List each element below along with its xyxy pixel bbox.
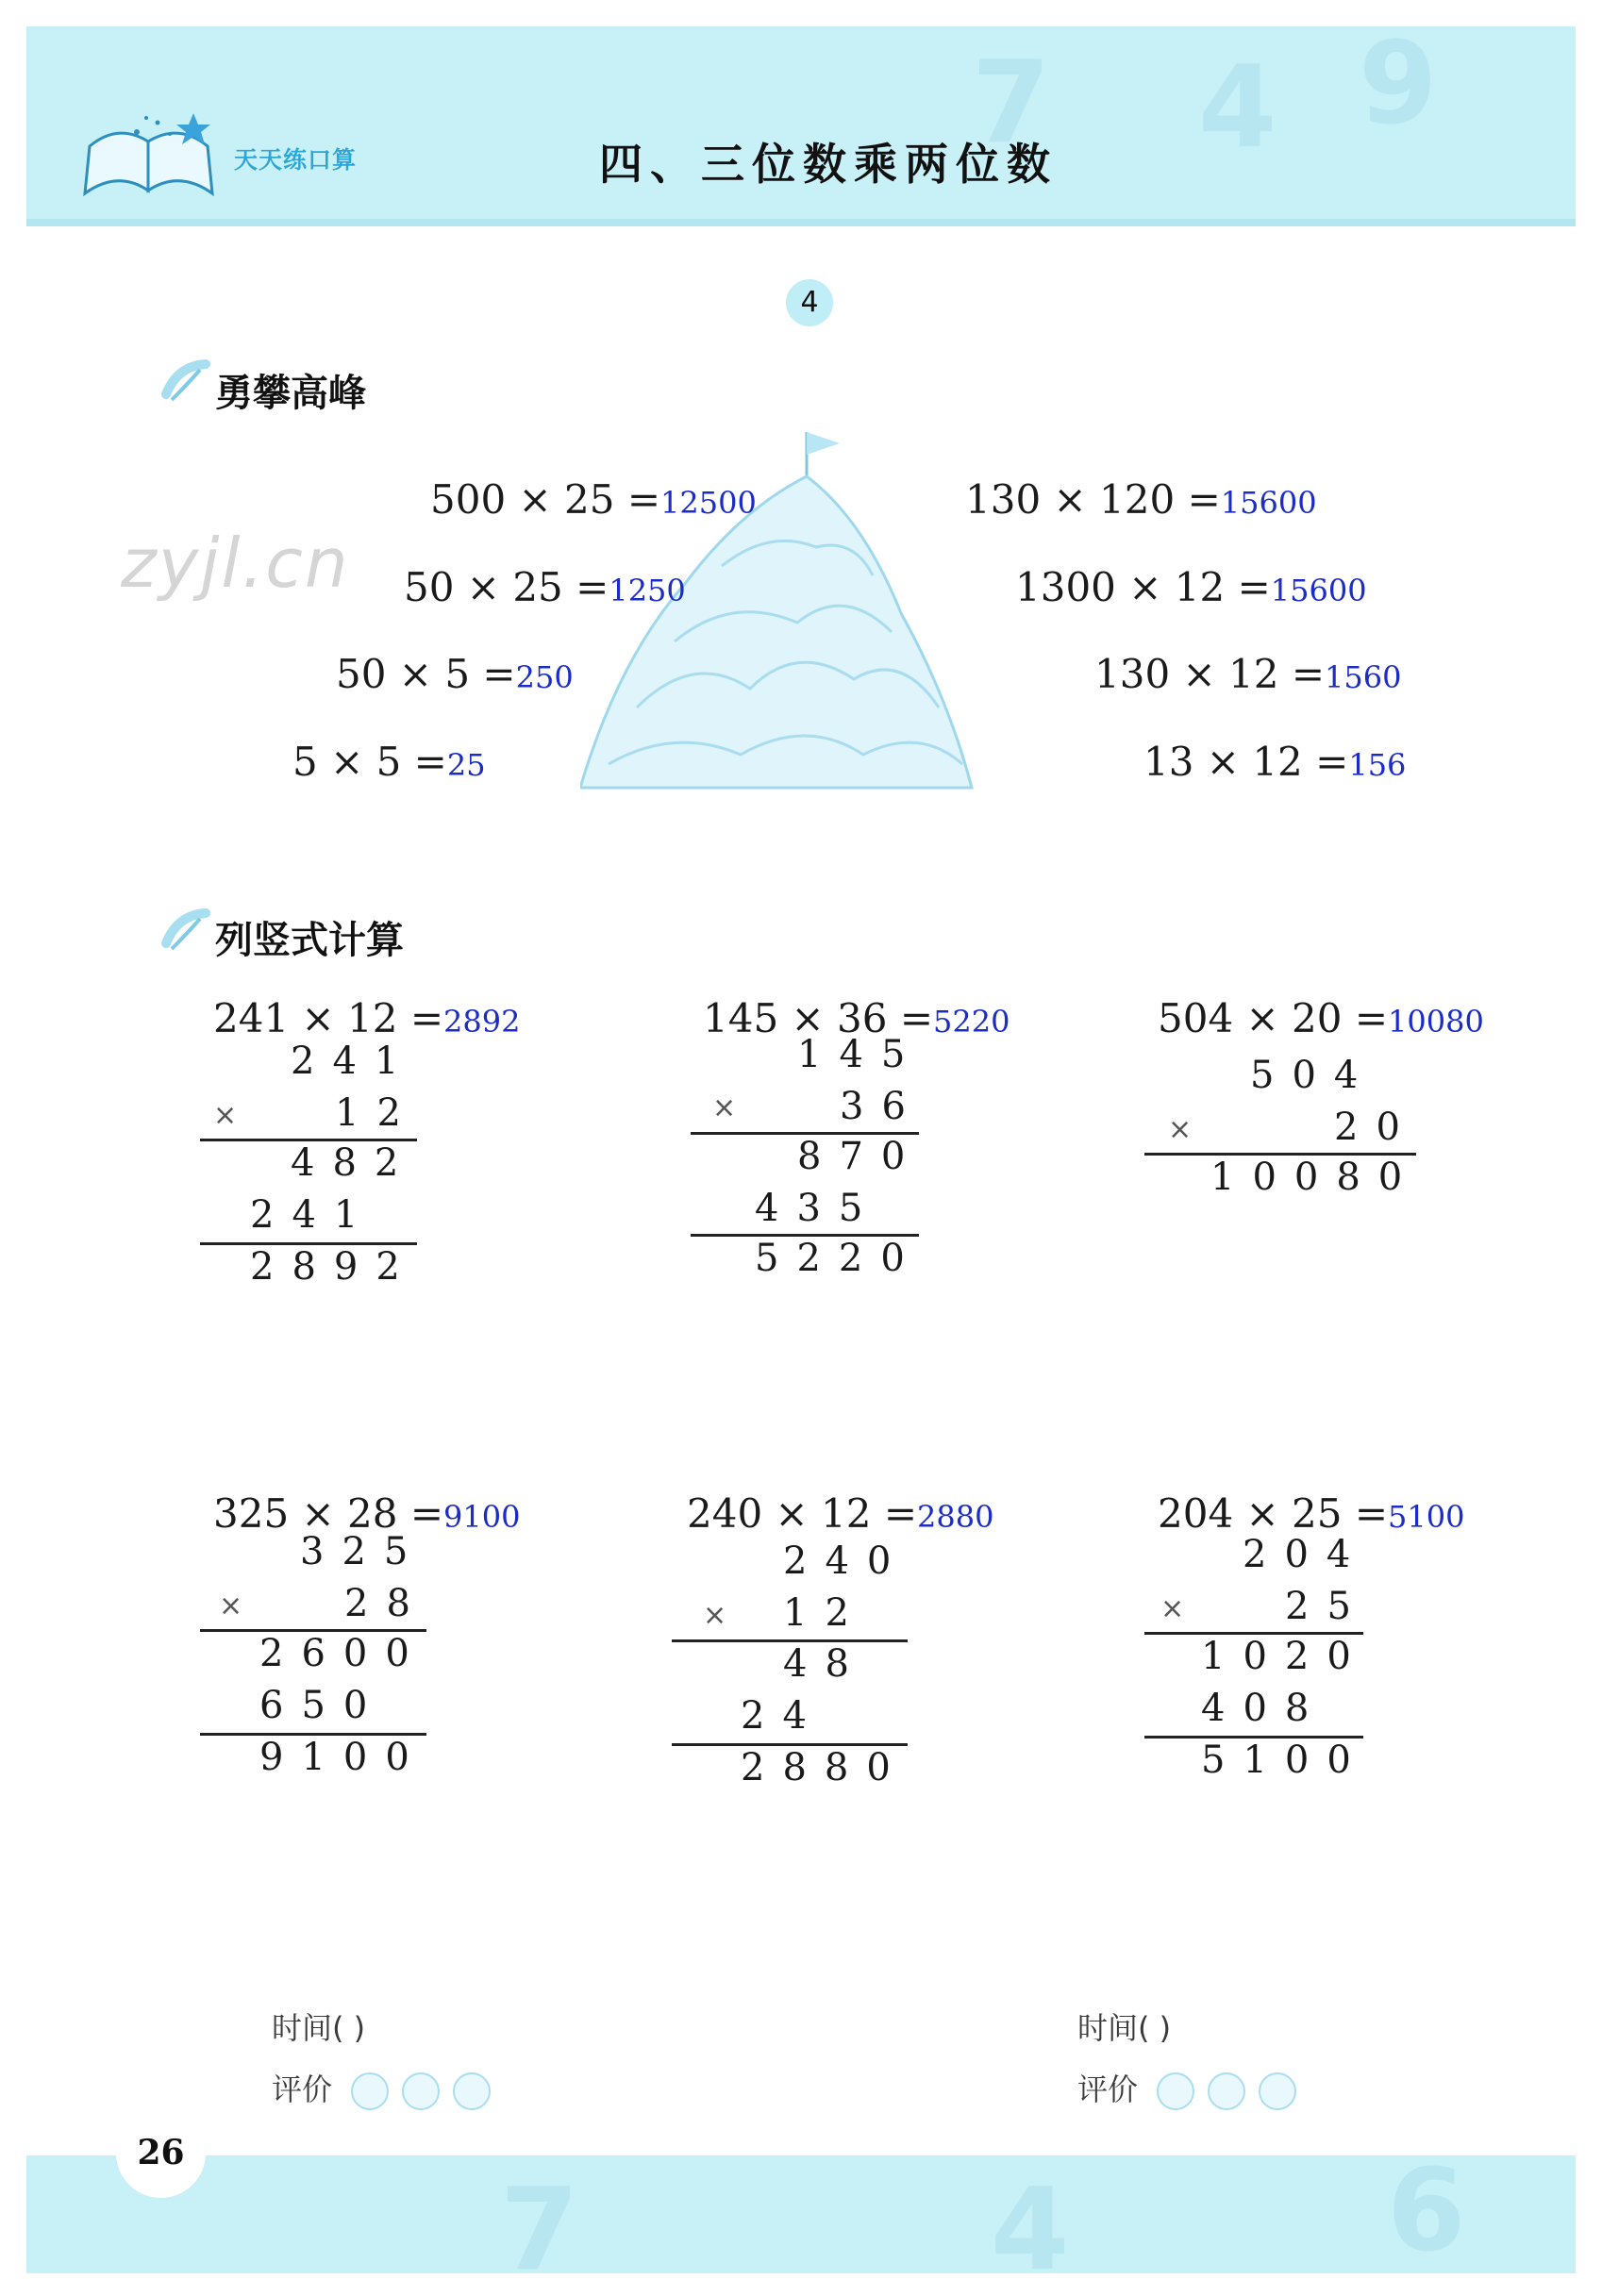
rating-row — [272, 2066, 504, 2110]
answer: 15600 — [1270, 573, 1367, 608]
vertical-problem-prompt: 145 × 36 =5220 — [703, 995, 1010, 1041]
multiplier: 25 — [1285, 1585, 1369, 1628]
pencil-swirl-icon — [159, 357, 213, 411]
product: 5220 — [755, 1237, 923, 1280]
open-book-logo-icon — [80, 104, 222, 208]
partial-product: 241 — [250, 1193, 376, 1237]
vertical-problem-prompt: 240 × 12 =2880 — [687, 1490, 994, 1537]
answer: 2892 — [443, 1004, 521, 1040]
answer: 10080 — [1388, 1004, 1484, 1040]
climb-equation: 5 × 5 =25 — [292, 739, 486, 785]
rating-label: 评价 — [1077, 2071, 1139, 2107]
pencil-swirl-icon — [159, 906, 213, 960]
time-label: 时间( ) — [1077, 2010, 1172, 2046]
answer: 2880 — [917, 1499, 994, 1535]
decorative-digit: 4 — [991, 2165, 1070, 2296]
partial-product: 408 — [1201, 1687, 1327, 1730]
partial-product: 870 — [797, 1135, 924, 1178]
multiplicand: 240 — [783, 1539, 909, 1583]
multiplier: 12 — [783, 1591, 867, 1635]
answer: 12500 — [660, 485, 757, 521]
partial-product: 1020 — [1201, 1635, 1369, 1678]
happy-face-icon[interactable] — [351, 2072, 389, 2110]
multiplier: 12 — [335, 1091, 419, 1135]
neutral-face-icon[interactable] — [1208, 2072, 1245, 2110]
product: 2880 — [741, 1746, 909, 1789]
page-number: 26 — [116, 2108, 206, 2198]
decorative-digit: 9 — [1359, 19, 1438, 150]
time-label: 时间( ) — [272, 2010, 366, 2046]
climb-equation: 500 × 25 =12500 — [430, 476, 757, 523]
sad-face-icon[interactable] — [453, 2072, 491, 2110]
neutral-face-icon[interactable] — [402, 2072, 440, 2110]
times-sign: × — [1168, 1113, 1193, 1146]
times-sign: × — [213, 1099, 238, 1132]
product: 2892 — [250, 1245, 418, 1289]
product: 5100 — [1201, 1739, 1369, 1782]
decorative-digit: 6 — [1387, 2146, 1466, 2277]
watermark: zyjl.cn — [121, 524, 350, 603]
partial-product: 48 — [783, 1642, 867, 1686]
climb-equation: 50 × 25 =1250 — [404, 564, 686, 610]
partial-product: 2600 — [259, 1632, 427, 1675]
partial-product: 482 — [291, 1141, 417, 1185]
section-title-vertical-calc: 列竖式计算 — [215, 919, 404, 962]
header-band — [26, 26, 1576, 225]
section-title-climb: 勇攀高峰 — [215, 372, 366, 415]
climb-equation: 1300 × 12 =15600 — [1015, 564, 1367, 610]
sad-face-icon[interactable] — [1259, 2072, 1296, 2110]
climb-equation: 50 × 5 =250 — [336, 651, 574, 697]
times-sign: × — [712, 1091, 737, 1124]
multiplicand: 145 — [797, 1033, 924, 1076]
rating-label: 评价 — [272, 2071, 333, 2107]
climb-equation: 130 × 120 =15600 — [965, 476, 1317, 523]
answer: 1560 — [1325, 659, 1402, 695]
multiplicand: 504 — [1250, 1054, 1377, 1097]
multiplicand: 204 — [1243, 1533, 1369, 1576]
header-band-edge — [26, 219, 1576, 226]
happy-face-icon[interactable] — [1157, 2072, 1194, 2110]
answer: 9100 — [443, 1499, 521, 1535]
vertical-problem-prompt: 325 × 28 =9100 — [213, 1490, 521, 1537]
answer: 5220 — [933, 1004, 1010, 1040]
partial-product: 24 — [741, 1694, 825, 1738]
times-sign: × — [1160, 1592, 1185, 1625]
exercise-number-badge: 4 — [786, 279, 833, 326]
vertical-problem-prompt: 204 × 25 =5100 — [1158, 1490, 1465, 1537]
multiplier: 28 — [344, 1582, 428, 1625]
answer: 5100 — [1388, 1499, 1465, 1535]
answer: 250 — [515, 659, 574, 695]
multiplier: 20 — [1334, 1106, 1418, 1149]
logo-text: 天天练口算 — [234, 146, 358, 174]
climb-equation: 130 × 12 =1560 — [1094, 651, 1402, 697]
footer-band — [26, 2155, 1576, 2273]
page-title: 四、三位数乘两位数 — [599, 139, 1058, 190]
times-sign: × — [703, 1599, 727, 1632]
partial-product: 435 — [755, 1187, 881, 1230]
product: 10080 — [1210, 1156, 1421, 1199]
rating-row — [1077, 2066, 1310, 2110]
decorative-digit: 4 — [1198, 42, 1277, 174]
answer: 25 — [446, 747, 486, 783]
vertical-problem-prompt: 241 × 12 =2892 — [213, 995, 521, 1041]
answer: 15600 — [1220, 485, 1317, 521]
product: 9100 — [259, 1736, 427, 1779]
multiplicand: 325 — [300, 1530, 426, 1573]
answer: 156 — [1348, 747, 1407, 783]
decorative-digit: 7 — [972, 38, 1051, 169]
answer: 1250 — [609, 573, 686, 608]
times-sign: × — [219, 1589, 243, 1622]
multiplier: 36 — [840, 1085, 924, 1128]
vertical-problem-prompt: 504 × 20 =10080 — [1158, 995, 1484, 1041]
multiplicand: 241 — [291, 1040, 417, 1083]
decorative-digit: 7 — [500, 2165, 579, 2296]
climb-equation: 13 × 12 =156 — [1143, 739, 1407, 785]
partial-product: 650 — [259, 1684, 386, 1727]
